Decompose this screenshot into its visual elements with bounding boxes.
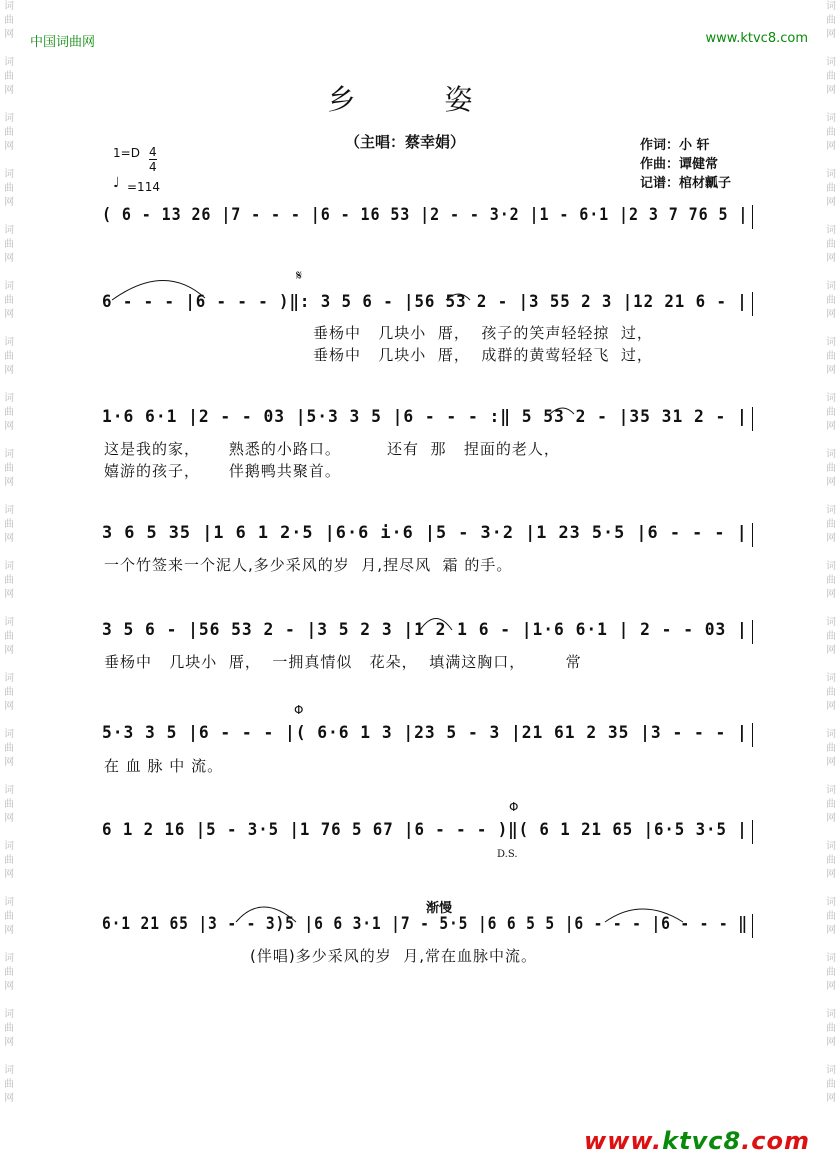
footer-logo[interactable] [584,1127,810,1155]
notation-line: 5·3 3 5 |6 - - - |( 6·6 1 3 |23 5 - 3 |21 61 2 35 |3 - - - | [102,723,748,743]
watermark-text: 词 曲 网 [4,897,14,936]
watermark-text: 词 曲 网 [4,57,14,96]
watermark-text: 词 曲 网 [826,169,836,208]
lyric-line: 在 血 脉 中 流。 [104,757,224,775]
watermark-text: 词 曲 网 [4,1,14,40]
lyric-line: 嬉游的孩子， 伴鹅鸭共聚首。 [104,462,341,480]
coda-icon: Φ [509,800,519,814]
site-name-left[interactable]: 中国词曲网 [30,35,96,50]
watermark-text: 词 曲 网 [826,225,836,264]
watermark-text: 词 曲 网 [826,1009,836,1048]
watermark-text: 词 曲 网 [4,281,14,320]
watermark-text: 词 曲 网 [826,785,836,824]
watermark-text: 词 曲 网 [4,449,14,488]
notation-line: ( 6 - 13 26 |7 - - - |6 - 16 53 |2 - - 3·2 |1 - 6·1 |2 3 7 76 5 | [102,205,749,225]
notation-line: 3 5 6 - |56 53 2 - |3 5 2 3 |1 2 1 6 - |1·6 6·1 | 2 - - 03 | [102,620,748,640]
watermark-text: 词 曲 网 [826,1,836,40]
watermark-text: 词 曲 网 [826,897,836,936]
slur-arc [420,619,452,631]
watermark-text: 词 曲 网 [4,1065,14,1104]
ds-marking: D.S. [497,849,518,860]
notation-line: 6 1 2 16 |5 - 3·5 |1 76 5 67 |6 - - - )‖( 6 1 21 65 |6·5 3·5 | [102,820,748,840]
watermark-text: 词 曲 网 [4,225,14,264]
watermark-text: 词 曲 网 [826,281,836,320]
quarter-note-icon: ♩ [113,175,120,191]
transcriber-credit: 记谱：棺材瓤子 [640,176,732,191]
logo-part: ktvc8 [662,1127,742,1155]
lyric-line: (伴唱)多少采风的岁 月,常在血脉中流。 [250,947,538,965]
watermark-text: 词 曲 网 [4,337,14,376]
logo-part: www. [584,1127,663,1155]
watermark-text: 词 曲 网 [4,617,14,656]
coda-icon: Φ [294,703,304,717]
logo-part: .com [741,1127,810,1155]
slur-arc [112,280,205,300]
notation-line: 3 6 5 35 |1 6 1 2·5 |6·6 i·6 |5 - 3·2 |1 23 5·5 |6 - - - | [102,523,748,543]
lyricist-credit: 作词：小 轩 [640,138,710,153]
watermark-text: 词 曲 网 [4,673,14,712]
notation-line: 6·1 21 65 |3 - - 3)5 |6 6 3·1 |7 - 5·5 |6 6 5 5 |6 - - - |6 - - - ‖ [102,914,748,934]
slur-arc [550,408,574,414]
watermark-text: 词 曲 网 [826,505,836,544]
key-label: 1=D [113,146,140,160]
notation-line: 6 - - - |6 - - - )‖: 3 5 6 - |56 53 2 - |3 55 2 3 |12 21 6 - | [102,292,748,312]
composer-credit: 作曲：谭健常 [640,157,719,172]
meter-bottom: 4 [149,160,157,174]
watermark-text: 词 曲 网 [826,561,836,600]
watermark-text: 词 曲 网 [4,393,14,432]
slur-arc [446,294,470,300]
lyric-line: 垂杨中 几块小 厝， 孩子的笑声轻轻掠 过， [313,324,653,342]
lyric-line: 一个竹签来一个泥人,多少采风的岁 月,捏尽风 霜 的手。 [104,556,513,574]
watermark-text: 词 曲 网 [4,113,14,152]
watermark-text: 词 曲 网 [4,841,14,880]
watermark-text: 词 曲 网 [826,449,836,488]
watermark-text: 词 曲 网 [826,729,836,768]
lyric-line: 这是我的家， 熟悉的小路口。 还有 那 捏面的老人， [104,440,560,458]
lyric-line: 垂杨中 几块小 厝， 一拥真情似 花朵， 填满这胸口， 常 [104,653,582,671]
watermark-text: 词 曲 网 [826,617,836,656]
watermark-text: 词 曲 网 [826,953,836,992]
watermark-text: 词 曲 网 [4,953,14,992]
watermark-text: 词 曲 网 [826,1065,836,1104]
watermark-text: 词 曲 网 [826,673,836,712]
song-title: 乡 姿 [327,83,513,116]
watermark-text: 词 曲 网 [4,505,14,544]
watermark-text: 词 曲 网 [826,393,836,432]
segno-icon: 𝄋 [296,268,303,284]
watermark-text: 词 曲 网 [826,57,836,96]
notation-line: 1·6 6·1 |2 - - 03 |5·3 3 5 |6 - - - :‖ 5 53 2 - |35 31 2 - | [102,407,748,427]
watermark-text: 词 曲 网 [4,729,14,768]
watermark-text: 词 曲 网 [4,561,14,600]
site-url-right[interactable]: www.ktvc8.com [705,31,808,46]
ritardando-marking: 渐慢 [426,901,453,916]
watermark-text: 词 曲 网 [4,785,14,824]
watermark-text: 词 曲 网 [4,1009,14,1048]
tempo-label: =114 [127,180,160,194]
watermark-text: 词 曲 网 [826,113,836,152]
meter-top: 4 [149,145,157,159]
watermark-text: 词 曲 网 [826,841,836,880]
watermark-text: 词 曲 网 [4,169,14,208]
watermark-text: 词 曲 网 [826,337,836,376]
lyric-line: 垂杨中 几块小 厝， 成群的黄莺轻轻飞 过， [313,346,653,364]
slur-arc [605,909,683,922]
singer-line: （主唱：蔡幸娟） [345,133,466,151]
slur-arc [236,907,296,922]
